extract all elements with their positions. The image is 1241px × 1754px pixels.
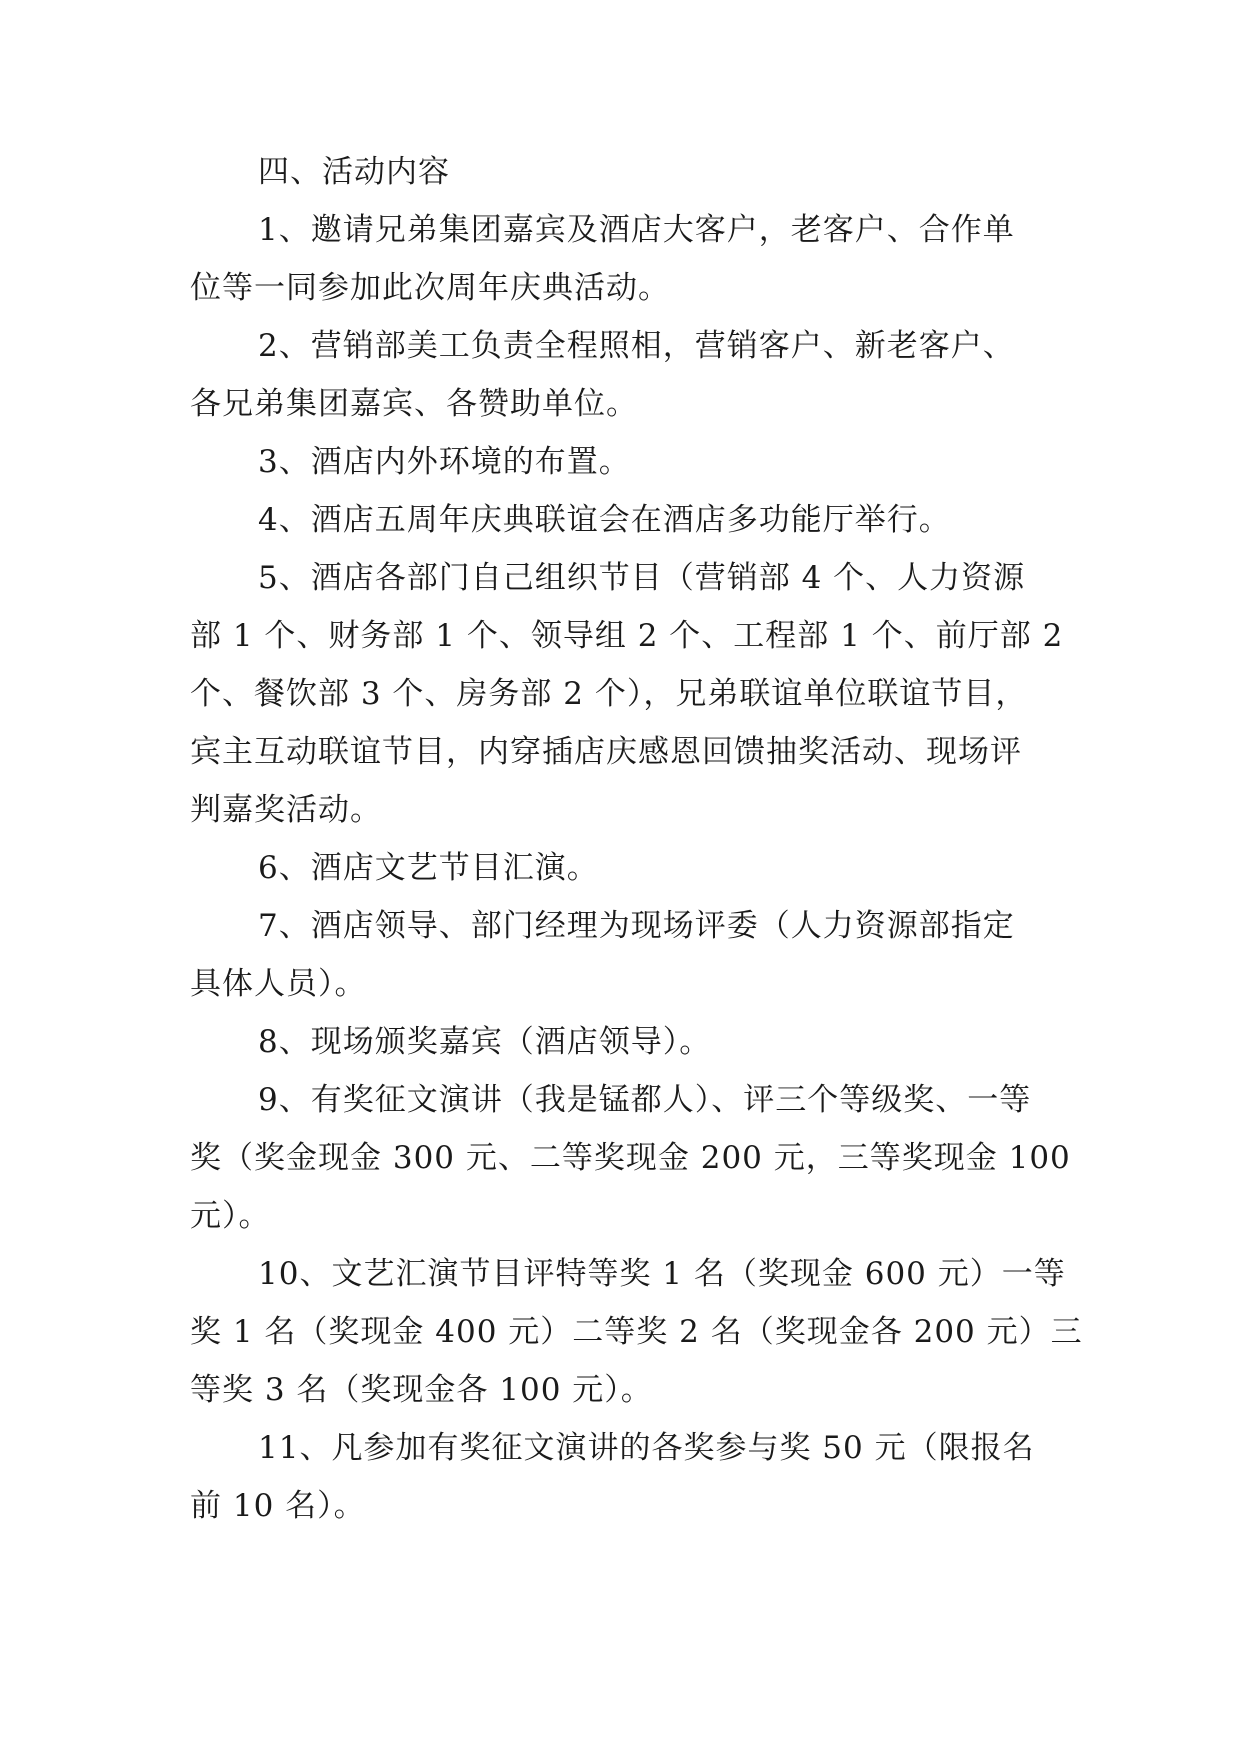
paragraph-line: 奖 1 名（奖现金 400 元）二等奖 2 名（奖现金各 200 元）三 (190, 1314, 1083, 1350)
paragraph-line: 个、餐饮部 3 个、房务部 2 个），兄弟联谊单位联谊节目， (190, 676, 1028, 712)
paragraph-line: 判嘉奖活动。 (190, 792, 382, 828)
paragraph-line: 宾主互动联谊节目，内穿插店庆感恩回馈抽奖活动、现场评 (190, 734, 1022, 770)
paragraph-line: 等奖 3 名（奖现金各 100 元）。 (190, 1372, 653, 1408)
paragraph-line: 元）。 (190, 1198, 271, 1234)
paragraph-line: 6、酒店文艺节目汇演。 (258, 850, 599, 886)
paragraph-line: 前 10 名）。 (190, 1488, 366, 1524)
paragraph-line: 3、酒店内外环境的布置。 (258, 444, 631, 480)
paragraph-line: 2、营销部美工负责全程照相，营销客户、新老客户、 (258, 328, 1015, 364)
paragraph-line: 5、酒店各部门自己组织节目（营销部 4 个、人力资源 (258, 560, 1026, 596)
paragraph-line: 1、邀请兄弟集团嘉宾及酒店大客户，老客户、合作单 (258, 212, 1015, 248)
paragraph-line: 各兄弟集团嘉宾、各赞助单位。 (190, 386, 638, 422)
paragraph-line: 7、酒店领导、部门经理为现场评委（人力资源部指定 (258, 908, 1015, 944)
paragraph-line: 11、凡参加有奖征文演讲的各奖参与奖 50 元（限报名 (258, 1430, 1035, 1466)
paragraph-line: 10、文艺汇演节目评特等奖 1 名（奖现金 600 元）一等 (258, 1256, 1066, 1292)
paragraph-line: 9、有奖征文演讲（我是锰都人）、评三个等级奖、一等 (258, 1082, 1032, 1118)
paragraph-line: 位等一同参加此次周年庆典活动。 (190, 270, 670, 306)
paragraph-line: 奖（奖金现金 300 元、二等奖现金 200 元，三等奖现金 100 (190, 1140, 1071, 1176)
section-heading: 四、活动内容 (258, 154, 450, 190)
paragraph-line: 8、现场颁奖嘉宾（酒店领导）。 (258, 1024, 712, 1060)
paragraph-line: 部 1 个、财务部 1 个、领导组 2 个、工程部 1 个、前厅部 2 (190, 618, 1064, 654)
paragraph-line: 具体人员）。 (190, 966, 367, 1002)
paragraph-line: 4、酒店五周年庆典联谊会在酒店多功能厅举行。 (258, 502, 951, 538)
